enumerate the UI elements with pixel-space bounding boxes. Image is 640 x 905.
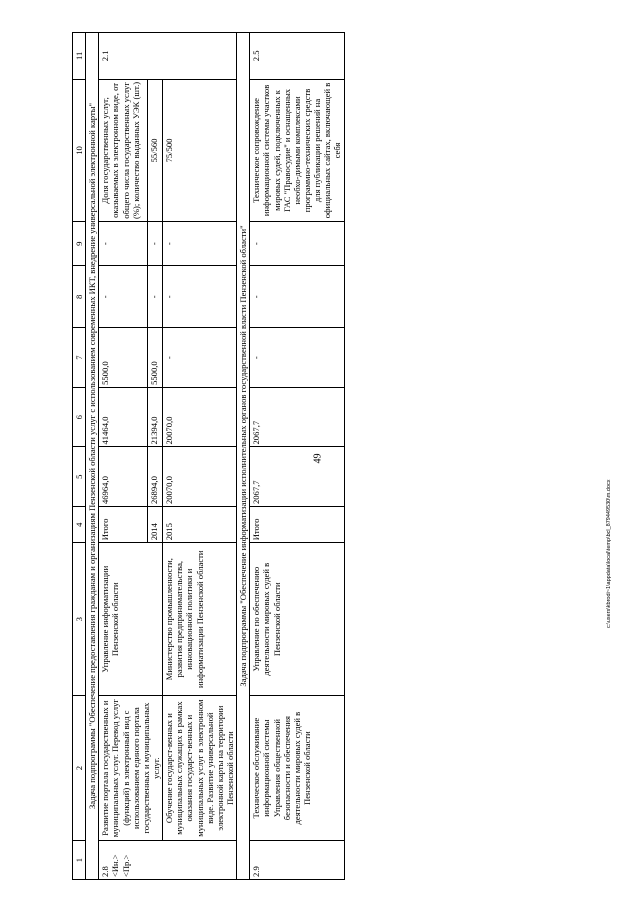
row-2-8-c9-total: - — [99, 222, 148, 266]
row-2-8-c8-total: - — [99, 266, 148, 328]
col-1: 1 — [73, 841, 86, 880]
row-2-8-link: 2.1 — [99, 33, 237, 80]
section-row-2 — [237, 33, 250, 880]
col-7: 7 — [73, 328, 86, 388]
row-2-8-c6-2014: 21394,0 — [148, 387, 163, 447]
row-2-8-name-b: Обучение государст-венных и муниципальных служащих в рамках оказания государст-венных и муниципальных услуг в электронном виде. Развитие универсальной электронной карты на территории Пензенской области — [163, 696, 237, 841]
row-2-8-indicator-value-2: 75/500 — [163, 79, 237, 221]
col-11: 11 — [73, 33, 86, 80]
row-2-8-c6-total: 41464,0 — [99, 387, 148, 447]
row-2-8-c — [163, 33, 237, 880]
row-2-8-c9-2014: - — [148, 222, 163, 266]
row-2-9-c5: 2067,7 — [250, 447, 344, 507]
section-title-1: Задача подпрограммы "Обеспечение предоставления гражданам и организациям Пензенской области услуг с использованием современных ИКТ, внедрение универсальной электронной карты" — [86, 33, 99, 880]
row-2-8-year-2015: 2015 — [163, 507, 237, 543]
row-2-8-c7-2014: 5500,0 — [148, 328, 163, 388]
col-4: 4 — [73, 507, 86, 543]
row-2-9-c9: - — [250, 222, 344, 266]
row-2-8-exec-a: Управление информатизации Пензенской области — [99, 543, 163, 696]
row-2-8-c7-2015: - — [163, 328, 237, 388]
row-2-8-c8-2015: - — [163, 266, 237, 328]
page-number: 49 — [312, 453, 324, 464]
row-2-8-indicator: Доля государственных услуг, оказываемых в электронном виде, от общего числа государственных услуг (%); количество выданных УЭК (шт.) — [99, 79, 148, 221]
program-table — [72, 32, 345, 880]
col-8: 8 — [73, 266, 86, 328]
column-number-row — [73, 33, 86, 880]
document-sheet — [72, 32, 486, 880]
row-2-8-indicator-value-1: 55/560 — [148, 79, 163, 221]
row-2-8-c5-2015: 20070,0 — [163, 447, 237, 507]
section-row-1 — [86, 33, 99, 880]
col-5: 5 — [73, 447, 86, 507]
row-2-8-c5-2014: 26894,0 — [148, 447, 163, 507]
file-path: c:\users\kbrodi~1\appdata\local\temp\bcl_879449530\m.docx — [606, 479, 612, 628]
row-2-9-exec: Управление по обеспечению деятельности мировых судей в Пензенской области — [250, 543, 344, 696]
row-2-9 — [250, 33, 344, 880]
col-3: 3 — [73, 543, 86, 696]
row-2-9-name: Техническое обслуживание информационной системы Управления общественной безопасности и обеспечения деятельности мировых судей в Пензенской области — [250, 696, 344, 841]
row-2-9-link: 2.5 — [250, 33, 344, 80]
row-2-8-c9-2015: - — [163, 222, 237, 266]
row-2-8-c7-total: 5500,0 — [99, 328, 148, 388]
row-2-8-number: 2.8 <Ин.> <Пр.> — [99, 841, 237, 880]
row-2-8-c8-2014: - — [148, 266, 163, 328]
row-2-8-exec-b: Министерство промышленности, развития предпринимательства, инновационной политики и информатизации Пензенской области — [163, 543, 237, 696]
row-2-8-a — [99, 33, 148, 880]
col-10: 10 — [73, 79, 86, 221]
row-2-9-indicator: Техническое сопровождение информационной системы участков мировых судей, подключенных к ГАС "Правосудие" и оснащенных необхо-димыми комплексами программно-технических средств для публикации решений на официальных сайтах, включающей в себя — [250, 79, 344, 221]
row-2-9-c8: - — [250, 266, 344, 328]
row-2-8-c5-total: 46964,0 — [99, 447, 148, 507]
section-title-2: Задача подпрограммы "Обеспечение информатизации исполнительных органов государственной власти Пензенской области" — [237, 33, 250, 880]
row-2-8-c6-2015: 20070,0 — [163, 387, 237, 447]
row-2-9-c6: 2067,7 — [250, 387, 344, 447]
row-2-9-c7: - — [250, 328, 344, 388]
row-2-9-year: Итого — [250, 507, 344, 543]
row-2-8-year-total: Итого — [99, 507, 148, 543]
row-2-8-year-2014: 2014 — [148, 507, 163, 543]
col-6: 6 — [73, 387, 86, 447]
row-2-9-number: 2.9 — [250, 841, 344, 880]
row-2-8-name-a: Развитие портала государственных и муниципальных услуг. Перевод услуг (функций) в электронный вид с использованием единого портала государственных и муниципальных услуг. — [99, 696, 163, 841]
col-9: 9 — [73, 222, 86, 266]
col-2: 2 — [73, 696, 86, 841]
